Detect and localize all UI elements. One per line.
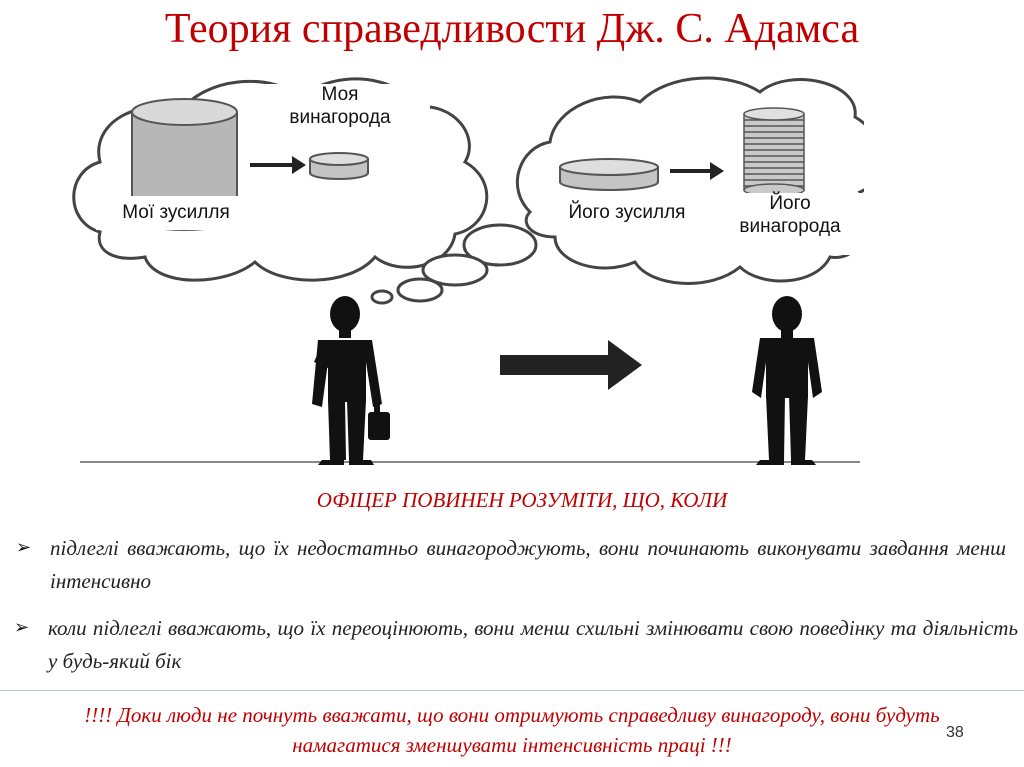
businessman-right-silhouette [752, 296, 822, 465]
equity-theory-illustration [60, 62, 864, 474]
my-reward-label: Моя винагорода [250, 84, 430, 144]
bullet-item-2 [14, 612, 1018, 677]
businessman-left-silhouette [312, 296, 390, 465]
subheading: ОФІЦЕР ПОВИНЕН РОЗУМІТИ, ЩО, КОЛИ [316, 488, 728, 512]
his-effort-label: Його зусилля [548, 196, 706, 230]
bullet-text: коли підлеглі вважають, що їх переоцінюють, вони менш схильні змінювати свою поведінку та діяльність у будь-який бік [48, 616, 1018, 673]
divider [0, 690, 1024, 691]
his-effort-coin [560, 159, 658, 190]
bullet-arrow-icon: ➢ [16, 537, 32, 558]
slide-title: Теория справедливости Дж. С. Адамса [164, 6, 860, 52]
his-reward-label: Його винагорода [716, 193, 864, 255]
bullet-arrow-icon: ➢ [14, 617, 30, 638]
my-effort-label: Мої зусилля [96, 196, 256, 230]
his-reward-coin-stack [744, 108, 804, 196]
bullet-item-1 [16, 532, 1006, 597]
bullet-text: підлеглі вважають, що їх недостатньо винагороджують, вони починають виконувати завдання менш інтенсивно [50, 536, 1006, 593]
warning-note: !!!! Доки люди не почнуть вважати, що вони отримують справедливу винагороду, вони будуть намагатися зменшувати інтенсивність праці !!! [84, 703, 940, 758]
big-arrow-icon [500, 340, 642, 390]
page-number: 38 [946, 724, 964, 741]
my-reward-coins [310, 153, 368, 179]
